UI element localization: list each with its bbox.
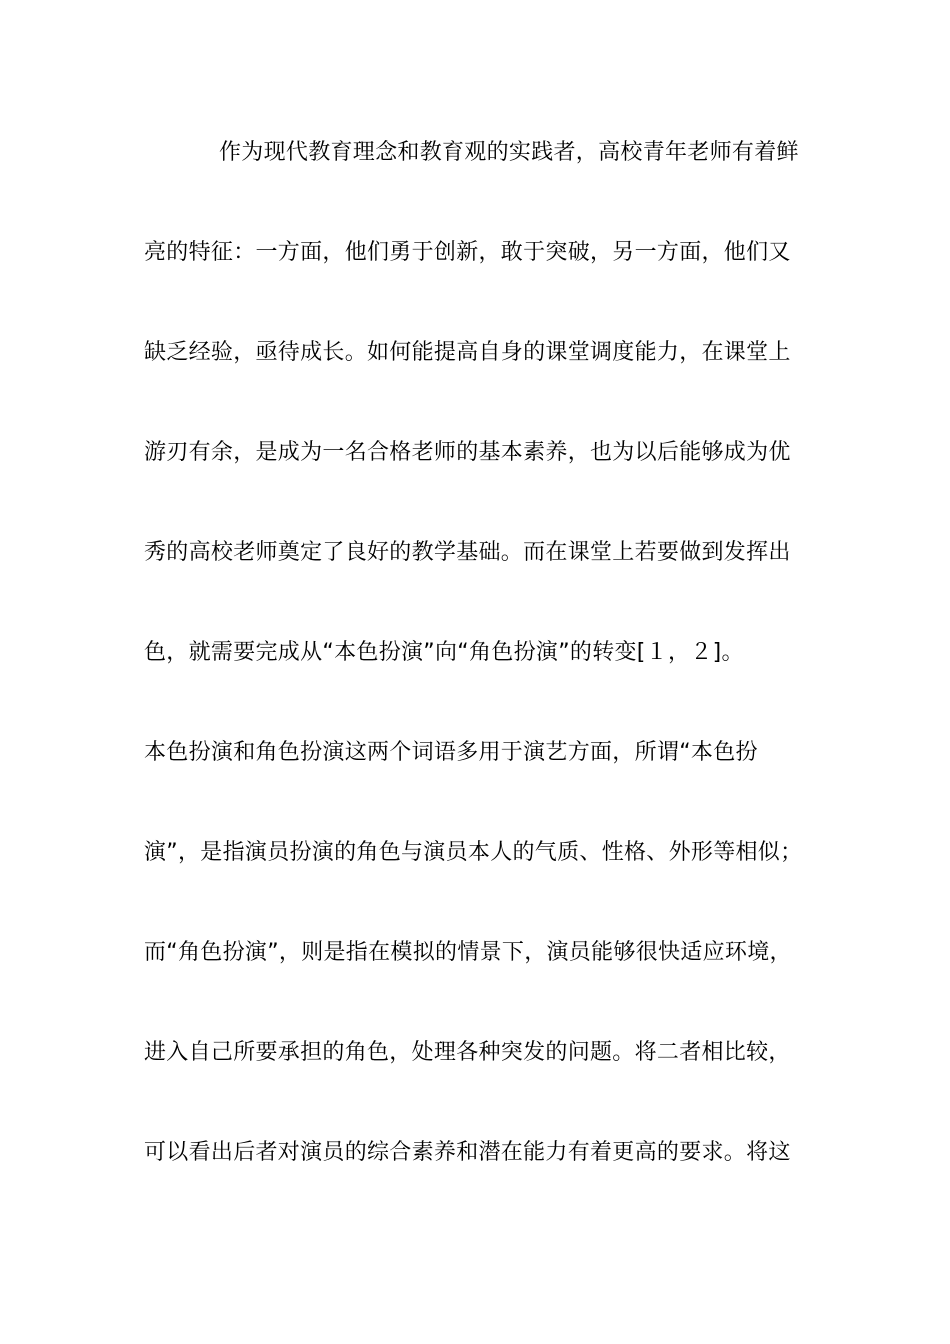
text-line: 作为现代教育理念和教育观的实践者，高校青年老师有着鲜 <box>219 140 799 165</box>
text-line: 缺乏经验，亟待成长。如何能提高自身的课堂调度能力，在课堂上 <box>144 340 791 365</box>
body-paragraph <box>144 133 824 1233</box>
text-line: 可以看出后者对演员的综合素养和潜在能力有着更高的要求。将这 <box>144 1140 791 1165</box>
text-line: 本色扮演和角色扮演这两个词语多用于演艺方面，所谓“本色扮 <box>144 740 758 765</box>
text-line: 秀的高校老师奠定了良好的教学基础。而在课堂上若要做到发挥出 <box>144 540 791 565</box>
text-line: 而“角色扮演”，则是指在模拟的情景下，演员能够很快适应环境， <box>144 940 792 965</box>
text-line: 演”，是指演员扮演的角色与演员本人的气质、性格、外形等相似； <box>144 840 803 865</box>
text-line: 游刃有余，是成为一名合格老师的基本素养，也为以后能够成为优 <box>144 440 791 465</box>
text-line: 色，就需要完成从“本色扮演”向“角色扮演”的转变[１，２]。 <box>144 640 744 665</box>
text-line: 进入自己所要承担的角色，处理各种突发的问题。将二者相比较， <box>144 1040 791 1065</box>
text-line: 亮的特征：一方面，他们勇于创新，敢于突破，另一方面，他们又 <box>144 240 791 265</box>
